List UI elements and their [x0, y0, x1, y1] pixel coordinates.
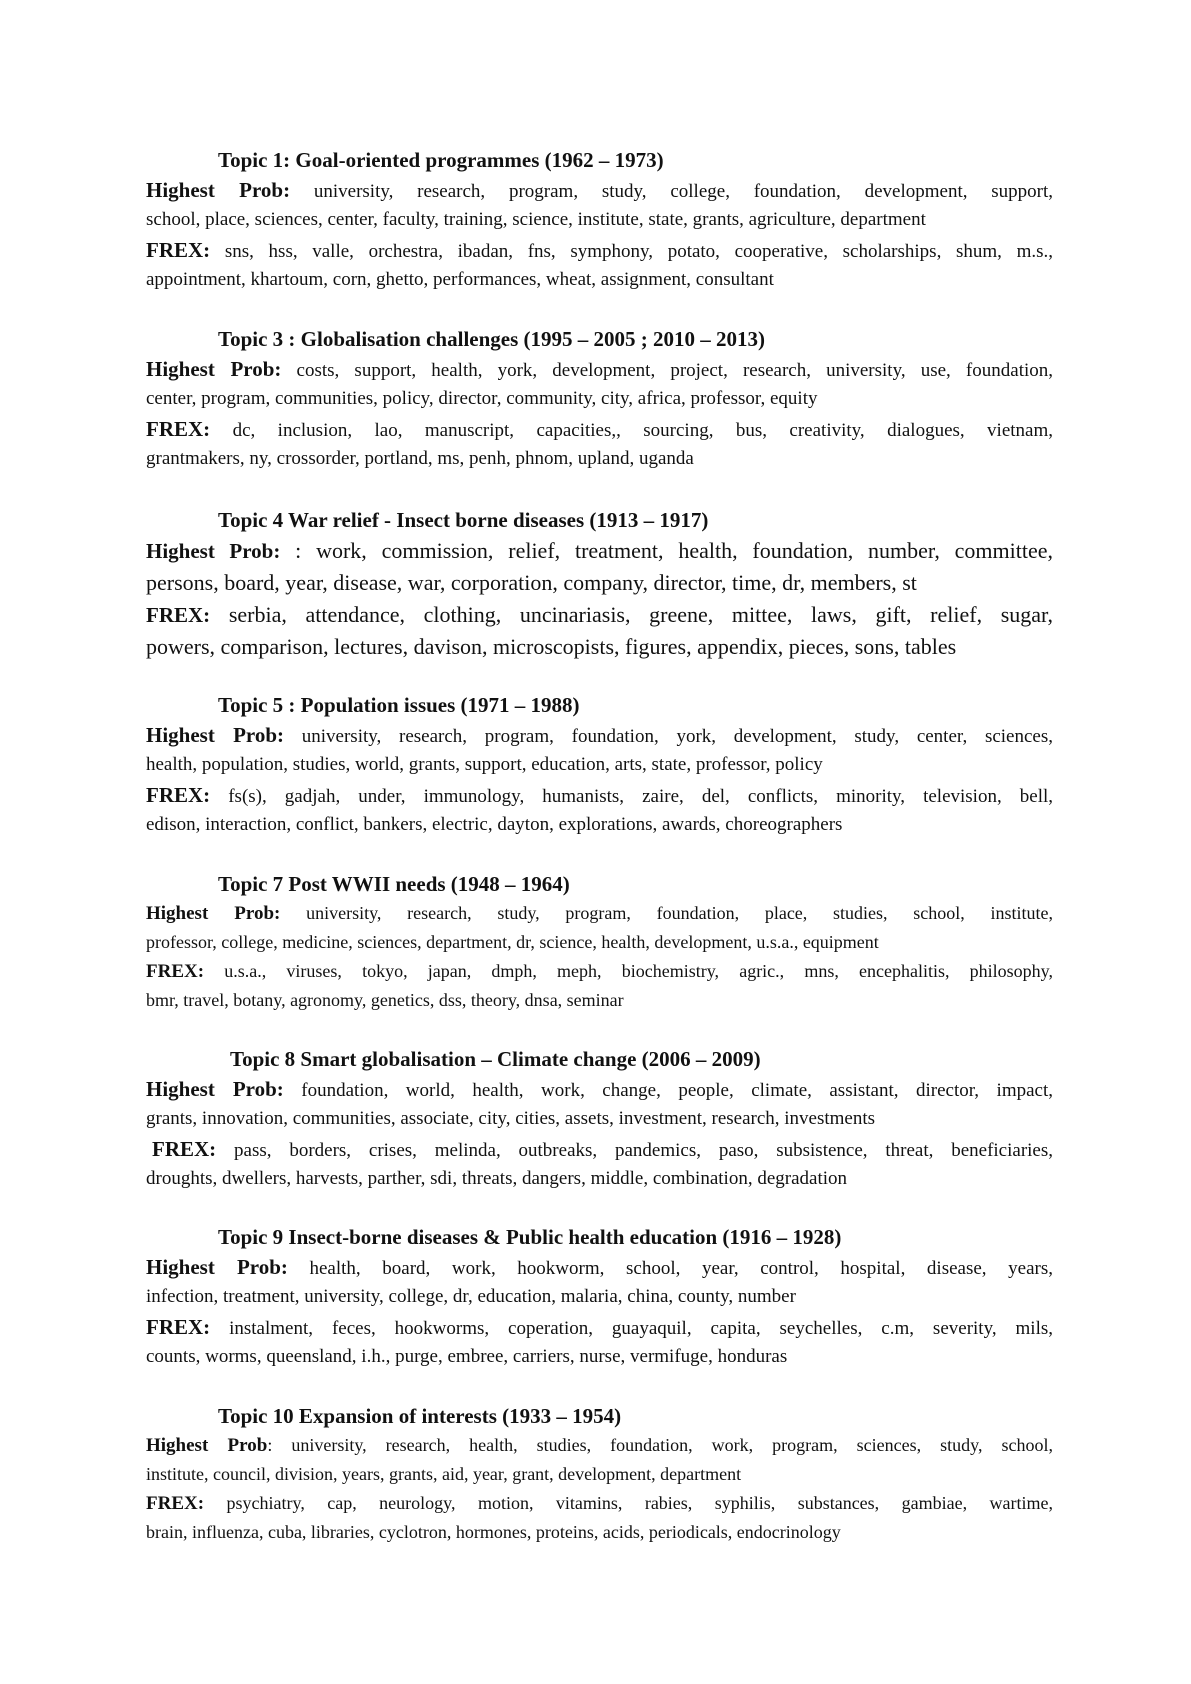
frex-label: FREX:	[146, 238, 211, 262]
topic-3	[146, 324, 1053, 474]
frex-words: instalment, feces, hookworms, coperation, guayaquil, capita, seychelles, c.m, severity, mils,	[229, 1318, 1053, 1339]
frex-line-1	[146, 235, 1053, 265]
highest-prob-line-1	[146, 1431, 1053, 1460]
frex-words: serbia, attendance, clothing, uncinariasis, greene, mittee, laws, gift, relief, sugar,	[228, 602, 1053, 627]
frex-label: FREX:	[146, 1493, 205, 1514]
highest-prob-line-1	[146, 1252, 1053, 1282]
highest-prob-label: Highest Prob:	[146, 357, 282, 381]
highest-prob-words: school, place, sciences, center, faculty, training, science, institute, state, grants, agriculture, department	[146, 209, 926, 230]
frex-words: bmr, travel, botany, agronomy, genetics, dss, theory, dnsa, seminar	[146, 990, 624, 1010]
frex-line-1	[146, 1312, 1053, 1342]
highest-prob-line-1	[146, 175, 1053, 205]
highest-prob-words: : work, commission, relief, treatment, health, foundation, number, committee,	[295, 538, 1053, 563]
topic-7	[146, 869, 1053, 1015]
highest-prob-line-2	[146, 384, 1053, 414]
frex-words: counts, worms, queensland, i.h., purge, embree, carriers, nurse, vermifuge, honduras	[146, 1346, 788, 1367]
topic-title: Topic 10 Expansion of interests (1933 – 1954)	[218, 1404, 622, 1428]
topic-8	[146, 1044, 1053, 1194]
highest-prob-label: Highest Prob:	[146, 903, 281, 924]
frex-words: appointment, khartoum, corn, ghetto, performances, wheat, assignment, consultant	[146, 269, 774, 290]
frex-words: psychiatry, cap, neurology, motion, vitamins, rabies, syphilis, substances, gambiae, wartime,	[226, 1493, 1053, 1513]
highest-prob-words: health, board, work, hookworm, school, year, control, hospital, disease, years,	[309, 1258, 1053, 1279]
topic-title: Topic 5 : Population issues (1971 – 1988)	[218, 693, 580, 717]
topic-1	[146, 145, 1053, 295]
topic-title: Topic 4 War relief - Insect borne diseases (1913 – 1917)	[218, 508, 709, 532]
highest-prob-words: persons, board, year, disease, war, corporation, company, director, time, dr, members, st	[146, 570, 917, 595]
frex-label: FREX:	[146, 417, 211, 441]
highest-prob-label: Highest Prob:	[146, 1255, 288, 1279]
highest-prob-label: Highest Prob:	[146, 178, 291, 202]
frex-words: sns, hss, valle, orchestra, ibadan, fns, symphony, potato, cooperative, scholarships, shum, m.s.,	[224, 241, 1053, 262]
highest-prob-words: infection, treatment, university, college, dr, education, malaria, china, county, number	[146, 1286, 796, 1307]
topic-10	[146, 1401, 1053, 1547]
frex-line-2	[146, 631, 1053, 663]
topic-title: Topic 3 : Globalisation challenges (1995 – 2005 ; 2010 – 2013)	[218, 327, 765, 351]
highest-prob-words: university, research, program, study, college, foundation, development, support,	[313, 181, 1053, 202]
highest-prob-line-2	[146, 567, 1053, 599]
frex-words: powers, comparison, lectures, davison, microscopists, figures, appendix, pieces, sons, tables	[146, 634, 957, 659]
topic-title: Topic 1: Goal-oriented programmes (1962 – 1973)	[218, 148, 664, 172]
frex-words: brain, influenza, cuba, libraries, cyclotron, hormones, proteins, acids, periodicals, endocrinology	[146, 1522, 841, 1542]
frex-words: droughts, dwellers, harvests, parther, sdi, threats, dangers, middle, combination, degradation	[146, 1168, 848, 1189]
highest-prob-line-2	[146, 1104, 1053, 1134]
highest-prob-line-1	[146, 535, 1053, 567]
frex-line-2	[146, 265, 1053, 295]
highest-prob-label: Highest Prob:	[146, 723, 285, 747]
frex-label: FREX:	[146, 1315, 211, 1339]
frex-words: edison, interaction, conflict, bankers, electric, dayton, explorations, awards, choreographers	[146, 814, 843, 835]
frex-words: u.s.a., viruses, tokyo, japan, dmph, meph, biochemistry, agric., mns, encephalitis, philosophy,	[224, 961, 1053, 981]
highest-prob-words: health, population, studies, world, grants, support, education, arts, state, professor, policy	[146, 754, 823, 775]
frex-words: dc, inclusion, lao, manuscript, capacities,, sourcing, bus, creativity, dialogues, vietnam,	[232, 420, 1053, 441]
highest-prob-words: grants, innovation, communities, associate, city, cities, assets, investment, research, investments	[146, 1108, 876, 1129]
topic-title: Topic 8 Smart globalisation – Climate change (2006 – 2009)	[230, 1047, 761, 1071]
frex-line-1	[146, 780, 1053, 810]
highest-prob-words: : university, research, health, studies, foundation, work, program, sciences, study, school,	[267, 1435, 1053, 1455]
highest-prob-words: costs, support, health, york, development, project, research, university, use, foundation,	[296, 360, 1053, 381]
highest-prob-words: university, research, program, foundation, york, development, study, center, sciences,	[301, 726, 1053, 747]
topic-5	[146, 690, 1053, 840]
frex-label: FREX:	[146, 783, 211, 807]
highest-prob-line-1	[146, 354, 1053, 384]
highest-prob-label: Highest Prob	[146, 1435, 268, 1456]
topic-title: Topic 7 Post WWII needs (1948 – 1964)	[218, 872, 570, 896]
frex-label: FREX:	[146, 603, 211, 627]
frex-line-1	[146, 1134, 1053, 1164]
highest-prob-words: institute, council, division, years, grants, aid, year, grant, development, department	[146, 1464, 742, 1484]
highest-prob-line-1	[146, 899, 1053, 928]
frex-line-1	[146, 414, 1053, 444]
topic-9	[146, 1222, 1053, 1372]
highest-prob-label: Highest Prob:	[146, 539, 281, 563]
frex-line-1	[146, 1489, 1053, 1518]
frex-line-2	[146, 1164, 1053, 1194]
frex-line-1	[146, 599, 1053, 631]
topic-4	[146, 505, 1053, 663]
highest-prob-words: university, research, study, program, foundation, place, studies, school, institute,	[306, 903, 1053, 923]
frex-line-2	[146, 1518, 1053, 1547]
highest-prob-label: Highest Prob:	[146, 1077, 284, 1101]
highest-prob-line-2	[146, 1282, 1053, 1312]
frex-line-1	[146, 957, 1053, 986]
highest-prob-line-1	[146, 720, 1053, 750]
highest-prob-line-2	[146, 928, 1053, 957]
highest-prob-line-1	[146, 1074, 1053, 1104]
highest-prob-words: center, program, communities, policy, director, community, city, africa, professor, equity	[146, 388, 818, 409]
frex-label: FREX:	[146, 961, 205, 982]
highest-prob-words: professor, college, medicine, sciences, department, dr, science, health, development, u.s.a., equipment	[146, 932, 879, 952]
highest-prob-line-2	[146, 1460, 1053, 1489]
frex-words: fs(s), gadjah, under, immunology, humanists, zaire, del, conflicts, minority, television, bell,	[228, 786, 1053, 807]
topic-title: Topic 9 Insect-borne diseases & Public health education (1916 – 1928)	[218, 1225, 842, 1249]
frex-label: FREX:	[152, 1137, 217, 1161]
frex-line-2	[146, 810, 1053, 840]
frex-words: grantmakers, ny, crossorder, portland, ms, penh, phnom, upland, uganda	[146, 448, 694, 469]
frex-words: pass, borders, crises, melinda, outbreaks, pandemics, paso, subsistence, threat, beneficiaries,	[234, 1140, 1053, 1161]
highest-prob-words: foundation, world, health, work, change, people, climate, assistant, director, impact,	[301, 1080, 1053, 1101]
frex-line-2	[146, 444, 1053, 474]
frex-line-2	[146, 1342, 1053, 1372]
frex-line-2	[146, 986, 1053, 1015]
highest-prob-line-2	[146, 750, 1053, 780]
highest-prob-line-2	[146, 205, 1053, 235]
